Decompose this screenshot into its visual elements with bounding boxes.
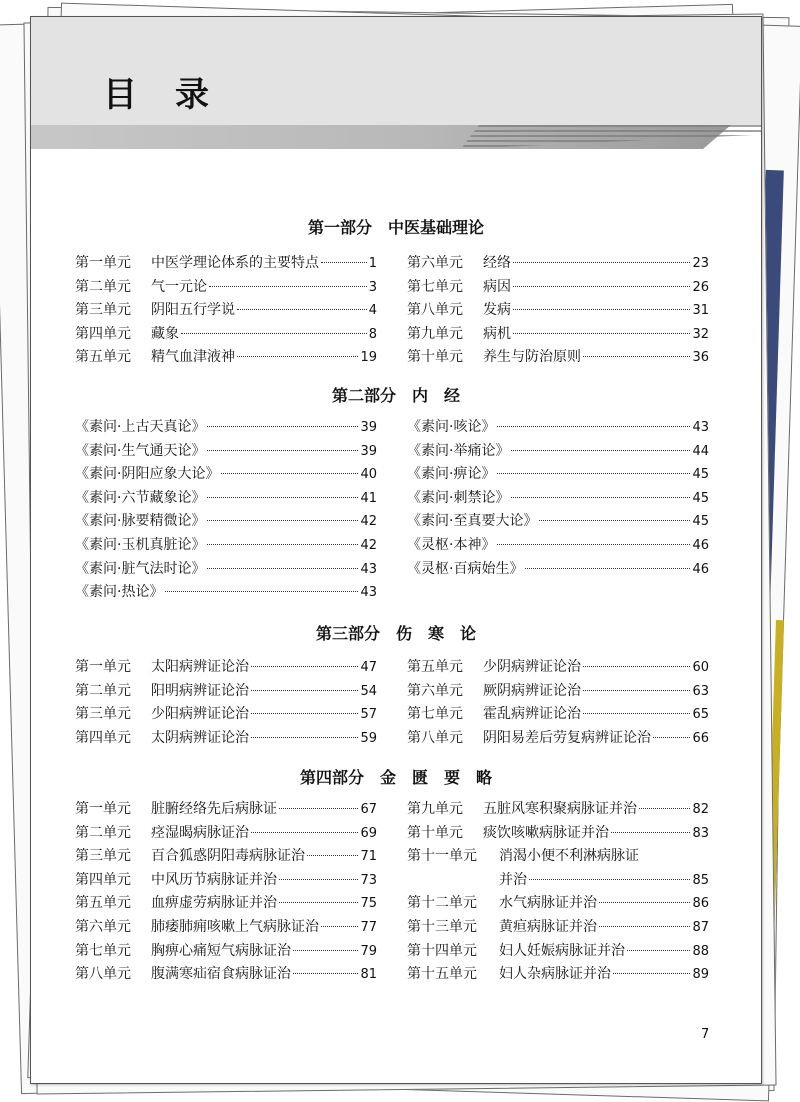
leader-dots	[251, 713, 358, 714]
toc-entry-title: 少阴病辨证论治	[483, 659, 581, 675]
toc-page-number: 71	[360, 849, 377, 865]
toc-page-number: 4	[368, 303, 377, 319]
leader-dots	[207, 497, 358, 498]
toc-entry-title: 《素问·六节藏象论》	[75, 489, 206, 506]
toc-page-number: 41	[360, 490, 377, 506]
toc-entry-title: 霍乱病辨证论治	[483, 706, 581, 723]
toc-entry[interactable]	[75, 821, 377, 845]
toc-entry[interactable]	[75, 580, 377, 604]
leader-dots	[513, 286, 690, 287]
leader-dots	[513, 309, 690, 310]
toc-page-number: 44	[692, 443, 709, 459]
section-title: 第四部分 金 匮 要 略	[299, 768, 492, 787]
toc-page-number: 83	[692, 825, 709, 841]
leader-dots	[511, 450, 690, 451]
section-title: 第二部分 内 经	[331, 386, 460, 405]
toc-entry-title: 阴阳易差后劳复病辨证论治	[483, 729, 651, 746]
toc-entry[interactable]	[75, 797, 377, 821]
leader-dots	[251, 666, 358, 667]
toc-entry[interactable]	[407, 486, 709, 510]
toc-unit-label: 第三单元	[75, 302, 131, 319]
toc-entry[interactable]	[407, 702, 709, 726]
toc-page-number: 86	[692, 896, 709, 912]
leader-dots	[237, 309, 367, 310]
toc-entry-title: 胸痹心痛短气病脉证治	[151, 942, 291, 959]
toc-entry[interactable]	[407, 462, 709, 486]
toc-entry[interactable]	[75, 726, 377, 750]
toc-page-number: 81	[360, 967, 377, 983]
leader-dots	[279, 808, 358, 809]
toc-entry-title-cont: 并治	[499, 871, 527, 888]
toc-page-number: 42	[360, 514, 377, 530]
leader-dots	[513, 262, 690, 263]
toc-page	[30, 16, 762, 1084]
toc-page-number: 26	[692, 279, 709, 295]
toc-entry[interactable]	[407, 915, 709, 939]
toc-entry[interactable]	[75, 702, 377, 726]
toc-entry[interactable]	[75, 322, 377, 346]
toc-unit-label: 第十三单元	[407, 919, 477, 935]
toc-entry-continuation[interactable]	[499, 868, 709, 892]
toc-entry[interactable]	[407, 509, 709, 533]
toc-entry-title: 《素问·刺禁论》	[407, 489, 510, 506]
leader-dots	[627, 950, 690, 951]
toc-page-number: 32	[692, 326, 709, 342]
toc-entry[interactable]	[407, 844, 709, 868]
toc-unit-label: 第三单元	[75, 848, 131, 865]
toc-entry-title: 痉湿暍病脉证治	[151, 824, 249, 841]
toc-page-number: 42	[360, 538, 377, 553]
toc-entry-title: 血痹虚劳病脉证并治	[151, 895, 277, 912]
toc-entry-title: 《素问·热论》	[75, 584, 164, 601]
leader-dots	[639, 808, 690, 809]
toc-entry[interactable]	[75, 962, 377, 986]
leader-dots	[497, 426, 690, 427]
toc-entry[interactable]	[75, 655, 377, 679]
leader-dots	[307, 855, 358, 856]
toc-page-number: 66	[692, 730, 709, 746]
toc-entry-title: 消渴小便不利淋病脉证	[499, 848, 639, 865]
toc-entry[interactable]	[75, 462, 377, 486]
toc-entry-title: 《素问·痹论》	[407, 466, 496, 483]
toc-unit-label: 第一单元	[75, 659, 131, 675]
leader-dots	[599, 926, 690, 927]
toc-entry[interactable]	[407, 821, 709, 845]
toc-entry[interactable]	[75, 915, 377, 939]
leader-dots	[207, 520, 358, 521]
toc-entry[interactable]	[75, 275, 377, 299]
toc-page-number: 43	[360, 561, 377, 577]
toc-entry-title: 《素问·脏气法时论》	[75, 560, 206, 577]
toc-entry[interactable]	[75, 509, 377, 533]
leader-dots	[207, 568, 358, 569]
leader-dots	[539, 520, 690, 521]
toc-unit-label: 第十二单元	[407, 895, 477, 912]
toc-entry-title: 黄疸病脉证并治	[499, 919, 597, 935]
leader-dots	[583, 666, 690, 667]
toc-entry[interactable]	[407, 939, 709, 963]
toc-entry[interactable]	[75, 486, 377, 510]
toc-entry-title: 阳明病辨证论治	[151, 682, 249, 699]
leader-dots	[279, 879, 358, 880]
toc-entry[interactable]	[75, 298, 377, 322]
section-title: 第三部分 伤 寒 论	[315, 624, 476, 643]
toc-entry-title: 脏腑经络先后病脉证	[151, 801, 277, 817]
toc-unit-label: 第七单元	[75, 942, 131, 959]
toc-entry[interactable]	[407, 322, 709, 346]
toc-unit-label: 第十五单元	[407, 966, 477, 983]
toc-page-number: 47	[360, 660, 377, 675]
toc-page-number: 45	[692, 490, 709, 506]
toc-unit-label: 第一单元	[75, 255, 131, 271]
toc-unit-label: 第九单元	[407, 325, 463, 342]
toc-unit-label: 第十单元	[407, 349, 463, 366]
toc-entry-title: 养生与防治原则	[483, 349, 581, 366]
toc-page-number: 79	[360, 943, 377, 959]
toc-entry[interactable]	[75, 868, 377, 892]
toc-entry[interactable]	[407, 251, 709, 275]
toc-unit-label: 第一单元	[75, 801, 131, 817]
toc-page-number: 1	[368, 256, 377, 271]
toc-page-number: 65	[692, 707, 709, 723]
toc-entry-title: 太阴病辨证论治	[151, 729, 249, 746]
toc-page-number: 36	[692, 350, 709, 366]
toc-unit-label: 第五单元	[75, 895, 131, 912]
leader-dots	[525, 568, 690, 569]
toc-entry-title: 《素问·咳论》	[407, 419, 496, 435]
leader-dots	[513, 333, 690, 334]
leader-dots	[583, 356, 690, 357]
toc-page-number: 59	[360, 730, 377, 746]
toc-entry[interactable]	[407, 655, 709, 679]
toc-entry-title: 腹满寒疝宿食病脉证治	[151, 966, 291, 983]
toc-unit-label: 第八单元	[407, 302, 463, 319]
page-number: 7	[701, 1027, 710, 1042]
section-title: 第一部分 中医基础理论	[307, 218, 484, 237]
toc-unit-label: 第二单元	[75, 824, 131, 841]
toc-entry[interactable]	[75, 533, 377, 557]
toc-page-number: 89	[692, 967, 709, 983]
toc-page-number: 88	[692, 943, 709, 959]
toc-page-number: 19	[360, 350, 377, 366]
toc-page-number: 8	[368, 326, 377, 342]
toc-page-number: 40	[360, 467, 377, 483]
toc-entry-title: 痰饮咳嗽病脉证并治	[483, 824, 609, 841]
toc-page-number: 39	[360, 420, 377, 435]
toc-page-number: 82	[692, 802, 709, 817]
toc-entry-title: 《素问·脉要精微论》	[75, 513, 206, 530]
toc-entry-title: 百合狐惑阴阳毒病脉证治	[151, 848, 305, 865]
leader-dots	[251, 832, 358, 833]
toc-entry[interactable]	[407, 891, 709, 915]
leader-dots	[165, 591, 358, 592]
leader-dots	[613, 973, 690, 974]
toc-entry-title: 《素问·举痛论》	[407, 442, 510, 459]
leader-dots	[583, 690, 690, 691]
toc-entry-title: 《素问·生气通天论》	[75, 442, 206, 459]
toc-entry-title: 《素问·玉机真脏论》	[75, 537, 206, 553]
leader-dots	[221, 473, 358, 474]
toc-unit-label: 第十四单元	[407, 942, 477, 959]
toc-entry[interactable]	[407, 726, 709, 750]
leader-dots	[237, 356, 358, 357]
toc-unit-label: 第十单元	[407, 824, 463, 841]
leader-dots	[583, 713, 690, 714]
toc-page-number: 23	[692, 256, 709, 271]
toc-entry[interactable]	[407, 679, 709, 703]
leader-dots	[497, 544, 690, 545]
leader-dots	[207, 450, 358, 451]
toc-entry[interactable]	[407, 797, 709, 821]
toc-entry-title: 气一元论	[151, 278, 207, 295]
toc-entry-title: 中医学理论体系的主要特点	[151, 255, 319, 271]
toc-page-number: 46	[692, 538, 709, 553]
toc-entry-title: 水气病脉证并治	[499, 895, 597, 912]
toc-unit-label: 第四单元	[75, 871, 131, 888]
toc-entry[interactable]	[75, 939, 377, 963]
toc-entry[interactable]	[75, 415, 377, 439]
toc-page-number: 69	[360, 825, 377, 841]
toc-page-number: 67	[360, 802, 377, 817]
toc-entry-title: 厥阴病辨证论治	[483, 682, 581, 699]
toc-entry[interactable]	[75, 439, 377, 463]
toc-unit-label: 第三单元	[75, 706, 131, 723]
toc-entry-title: 病因	[483, 278, 511, 295]
toc-entry[interactable]	[407, 275, 709, 299]
leader-dots	[181, 333, 367, 334]
toc-page-number: 45	[692, 467, 709, 483]
leader-dots	[251, 690, 358, 691]
leader-dots	[209, 286, 367, 287]
toc-entry-title: 《素问·阴阳应象大论》	[75, 466, 220, 483]
toc-page-number: 3	[368, 279, 377, 295]
toc-page-number: 45	[692, 514, 709, 530]
toc-entry-title: 中风历节病脉证并治	[151, 871, 277, 888]
toc-page-number: 57	[360, 707, 377, 723]
toc-page-number: 31	[692, 303, 709, 319]
toc-page-number: 85	[692, 872, 709, 888]
toc-unit-label: 第二单元	[75, 682, 131, 699]
toc-entry[interactable]	[75, 251, 377, 275]
toc-unit-label: 第五单元	[407, 659, 463, 675]
leader-dots	[207, 426, 358, 427]
toc-page-number: 39	[360, 443, 377, 459]
toc-entry-title: 妇人杂病脉证并治	[499, 966, 611, 983]
toc-entry[interactable]	[407, 415, 709, 439]
toc-page-number: 77	[360, 920, 377, 935]
toc-page-number: 87	[692, 920, 709, 935]
leader-dots	[321, 262, 367, 263]
leader-dots	[207, 544, 358, 545]
toc-page-number: 43	[692, 420, 709, 435]
toc-entry[interactable]	[75, 557, 377, 581]
leader-dots	[599, 902, 690, 903]
toc-page-number: 54	[360, 683, 377, 699]
leader-dots	[511, 497, 690, 498]
toc-entry-title: 太阳病辨证论治	[151, 659, 249, 675]
toc-entry-title: 精气血津液神	[151, 349, 235, 366]
toc-entry[interactable]	[407, 557, 709, 581]
toc-unit-label: 第七单元	[407, 278, 463, 295]
leader-dots	[293, 950, 358, 951]
toc-page-number: 60	[692, 660, 709, 675]
toc-entry[interactable]	[407, 533, 709, 557]
toc-entry-title: 阴阳五行学说	[151, 302, 235, 319]
toc-entry[interactable]	[407, 439, 709, 463]
toc-page-number: 73	[360, 872, 377, 888]
toc-entry-title: 《素问·至真要大论》	[407, 513, 538, 530]
toc-page-number: 63	[692, 683, 709, 699]
toc-unit-label: 第二单元	[75, 278, 131, 295]
toc-entry-title: 五脏风寒积聚病脉证并治	[483, 801, 637, 817]
toc-entry-title: 妇人妊娠病脉证并治	[499, 942, 625, 959]
leader-dots	[279, 902, 358, 903]
toc-entry[interactable]	[407, 298, 709, 322]
leader-dots	[251, 737, 358, 738]
toc-unit-label: 第六单元	[407, 682, 463, 699]
toc-unit-label: 第五单元	[75, 349, 131, 366]
toc-entry-title: 藏象	[151, 325, 179, 342]
toc-entry-title: 发病	[483, 302, 511, 319]
leader-dots	[611, 832, 690, 833]
leader-dots	[321, 926, 358, 927]
toc-entry[interactable]	[75, 891, 377, 915]
toc-unit-label: 第六单元	[75, 919, 131, 935]
toc-unit-label: 第八单元	[75, 966, 131, 983]
toc-unit-label: 第八单元	[407, 729, 463, 746]
toc-entry-title: 肺痿肺痈咳嗽上气病脉证治	[151, 919, 319, 935]
toc-entry[interactable]	[75, 679, 377, 703]
toc-entry[interactable]	[75, 844, 377, 868]
toc-entry[interactable]	[407, 345, 709, 369]
toc-unit-label: 第九单元	[407, 801, 463, 817]
leader-dots	[653, 737, 690, 738]
toc-entry-title: 经络	[483, 255, 511, 271]
toc-entry[interactable]	[75, 345, 377, 369]
toc-entry-title: 《素问·上古天真论》	[75, 419, 206, 435]
leader-dots	[497, 473, 690, 474]
toc-page-number: 46	[692, 561, 709, 577]
toc-unit-label: 第四单元	[75, 325, 131, 342]
toc-entry[interactable]	[407, 962, 709, 986]
toc-unit-label: 第十一单元	[407, 848, 477, 865]
toc-unit-label: 第七单元	[407, 706, 463, 723]
toc-page-number: 75	[360, 896, 377, 912]
toc-page-number: 43	[360, 585, 377, 601]
toc-entry-title: 病机	[483, 325, 511, 342]
toc-entry-title: 《灵枢·百病始生》	[407, 560, 524, 577]
toc-unit-label: 第六单元	[407, 255, 463, 271]
leader-dots	[529, 879, 690, 880]
toc-unit-label: 第四单元	[75, 729, 131, 746]
page-title: 目录	[103, 75, 247, 115]
toc-entry-title: 《灵枢·本神》	[407, 537, 496, 553]
leader-dots	[293, 973, 358, 974]
toc-entry-title: 少阳病辨证论治	[151, 706, 249, 723]
